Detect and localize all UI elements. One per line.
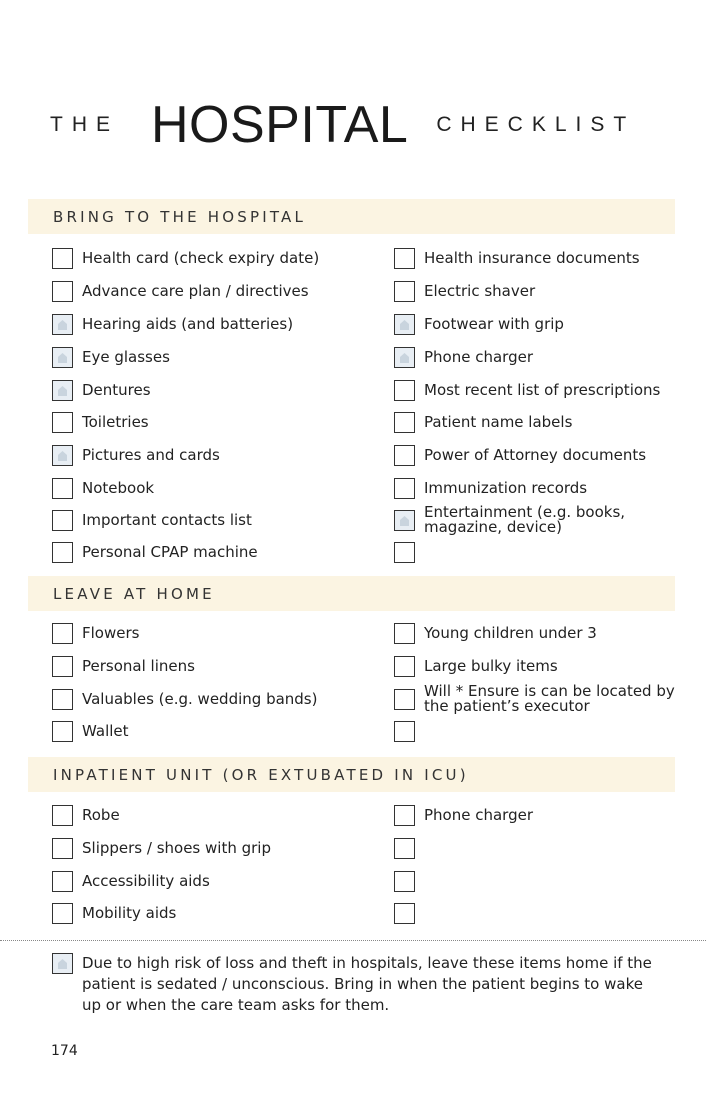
checkbox[interactable] (52, 871, 73, 892)
checkbox[interactable] (52, 623, 73, 644)
checklist-item[interactable] (394, 378, 660, 402)
checklist-item[interactable] (52, 279, 309, 303)
checkbox[interactable] (394, 838, 415, 859)
checklist-item[interactable] (394, 869, 424, 893)
checklist-item-label: Large bulky items (424, 657, 558, 675)
checklist-item-label: Patient name labels (424, 413, 573, 431)
checklist-item[interactable] (394, 246, 640, 270)
checklist-item-label: Accessibility aids (82, 872, 210, 890)
checklist-item[interactable] (52, 345, 170, 369)
checklist-item-label: Valuables (e.g. wedding bands) (82, 690, 318, 708)
checklist-item[interactable] (394, 803, 533, 827)
checklist-item-label: Young children under 3 (424, 624, 597, 642)
checklist-item-label: Immunization records (424, 479, 588, 497)
checklist-item[interactable] (394, 621, 597, 645)
checklist-item[interactable] (394, 503, 684, 536)
checklist-item-label: Entertainment (e.g. books, magazine, device) (424, 503, 626, 536)
checklist-item[interactable] (52, 687, 317, 711)
title-suffix: CHECKLIST (436, 113, 636, 136)
checklist-item-label: Personal linens (82, 657, 195, 675)
checklist-item-label: Electric shaver (424, 282, 536, 300)
checklist-item-label: Footwear with grip (424, 315, 564, 333)
checklist-item-label: Flowers (82, 624, 140, 642)
checklist-item[interactable] (394, 312, 564, 336)
checklist-item-label: Toiletries (82, 413, 149, 431)
checkbox[interactable] (52, 248, 73, 269)
checkbox[interactable] (394, 412, 415, 433)
checklist-item[interactable] (394, 279, 535, 303)
checkbox[interactable] (52, 412, 73, 433)
checkbox[interactable] (52, 510, 73, 531)
checklist-item[interactable] (52, 540, 258, 564)
checklist-item[interactable] (52, 476, 154, 500)
checkbox[interactable] (394, 656, 415, 677)
checklist-item-label: Phone charger (424, 806, 533, 824)
flag-icon (52, 953, 73, 974)
checklist-item-label: Dentures (82, 381, 151, 399)
section-header-inpatient (28, 757, 675, 792)
checklist-item-label: Hearing aids (and batteries) (82, 315, 294, 333)
checklist-item[interactable] (394, 345, 533, 369)
checkbox[interactable] (52, 656, 73, 677)
checklist-item[interactable] (394, 682, 684, 715)
checklist-item-label: Important contacts list (82, 511, 252, 529)
checkbox[interactable] (394, 281, 415, 302)
checklist-item[interactable] (52, 246, 319, 270)
checklist-item-label: Personal CPAP machine (82, 543, 258, 561)
checkbox-flagged[interactable] (52, 445, 73, 466)
checklist-item[interactable] (394, 901, 424, 925)
checkbox[interactable] (394, 380, 415, 401)
checklist-item[interactable] (394, 540, 424, 564)
checklist-item[interactable] (52, 378, 151, 402)
title-main: HOSPITAL (151, 96, 409, 154)
checkbox[interactable] (52, 478, 73, 499)
checklist-item-label: Eye glasses (82, 348, 170, 366)
checklist-item-label: Mobility aids (82, 904, 177, 922)
footnote (52, 953, 652, 1016)
checklist-item-label: Will * Ensure is can be located by the patient’s executor (424, 682, 675, 715)
checkbox[interactable] (394, 903, 415, 924)
section-header-bring (28, 199, 675, 234)
checklist-item-label: Pictures and cards (82, 446, 220, 464)
checkbox-flagged[interactable] (394, 510, 415, 531)
checkbox[interactable] (394, 805, 415, 826)
divider (0, 940, 706, 941)
checkbox[interactable] (394, 721, 415, 742)
checklist-item[interactable] (394, 654, 558, 678)
checkbox-flagged[interactable] (52, 347, 73, 368)
section-header-leave (28, 576, 675, 611)
checkbox-flagged[interactable] (52, 314, 73, 335)
checkbox[interactable] (52, 542, 73, 563)
checklist-item[interactable] (52, 901, 176, 925)
page-title (50, 90, 690, 160)
footnote-text: Due to high risk of loss and theft in hospitals, leave these items home if the patient is sedated / unconscious. Bring in when the patient begins to wake up or when the care team asks for them. (82, 954, 652, 1014)
checklist-item[interactable] (52, 312, 293, 336)
checklist-item[interactable] (52, 621, 139, 645)
checkbox[interactable] (394, 478, 415, 499)
checklist-item[interactable] (394, 443, 646, 467)
checklist-item[interactable] (52, 836, 271, 860)
checklist-item[interactable] (52, 410, 149, 434)
checklist-item-label: Phone charger (424, 348, 533, 366)
checkbox[interactable] (394, 871, 415, 892)
checkbox-flagged[interactable] (52, 380, 73, 401)
checkbox[interactable] (394, 445, 415, 466)
checklist-item-label: Robe (82, 806, 120, 824)
checkbox[interactable] (394, 542, 415, 563)
checkbox[interactable] (52, 689, 73, 710)
checklist-item[interactable] (394, 410, 572, 434)
checkbox[interactable] (52, 903, 73, 924)
checklist-item-label: Notebook (82, 479, 155, 497)
checkbox[interactable] (52, 838, 73, 859)
checklist-item-label: Power of Attorney documents (424, 446, 647, 464)
checklist-item[interactable] (52, 508, 252, 532)
section-heading: LEAVE AT HOME (53, 584, 215, 603)
checklist-item[interactable] (52, 654, 195, 678)
checklist-item-label: Health card (check expiry date) (82, 249, 320, 267)
section-heading: INPATIENT UNIT (OR EXTUBATED IN ICU) (53, 765, 469, 784)
checklist-item-label: Wallet (82, 722, 129, 740)
title-prefix: THE (50, 113, 119, 136)
checklist-item-label: Health insurance documents (424, 249, 640, 267)
checkbox[interactable] (394, 623, 415, 644)
checklist-item[interactable] (394, 719, 424, 743)
page-number: 174 (51, 1043, 78, 1059)
checklist-item[interactable] (394, 476, 587, 500)
checkbox[interactable] (52, 805, 73, 826)
section-heading: BRING TO THE HOSPITAL (53, 207, 307, 226)
checklist-item-label: Most recent list of prescriptions (424, 381, 661, 399)
checkbox[interactable] (394, 248, 415, 269)
checklist-item[interactable] (394, 836, 424, 860)
checkbox[interactable] (52, 721, 73, 742)
checklist-item-label: Advance care plan / directives (82, 282, 309, 300)
checkbox-flagged[interactable] (394, 314, 415, 335)
checklist-item[interactable] (52, 869, 210, 893)
checklist-item[interactable] (52, 803, 120, 827)
checkbox[interactable] (52, 281, 73, 302)
checklist-item[interactable] (52, 719, 129, 743)
checklist-item-label: Slippers / shoes with grip (82, 839, 271, 857)
checkbox-flagged[interactable] (394, 347, 415, 368)
checklist-item[interactable] (52, 443, 220, 467)
checkbox[interactable] (394, 689, 415, 710)
